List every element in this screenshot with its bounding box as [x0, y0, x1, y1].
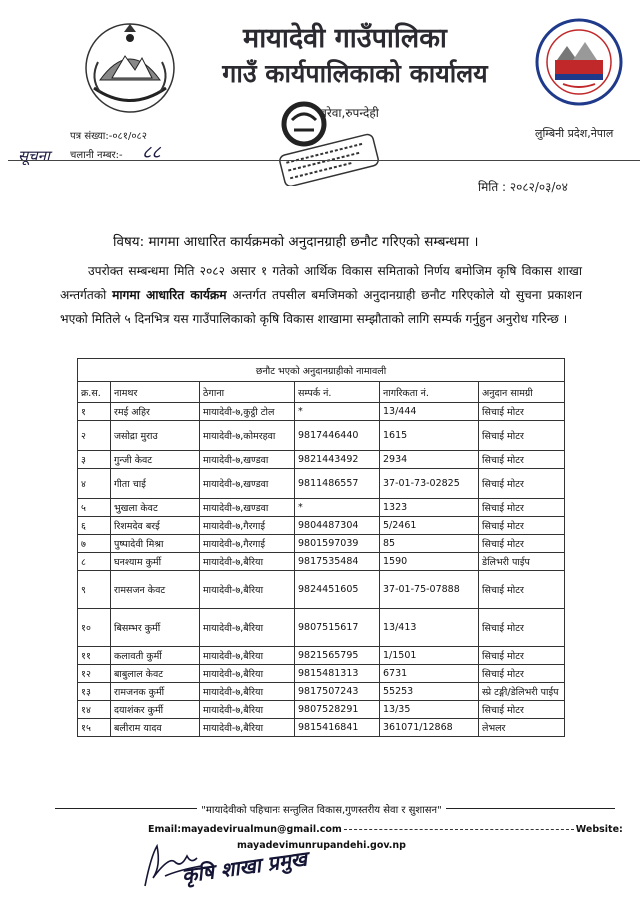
- table-cell-name: गुन्जी केवट: [111, 451, 200, 469]
- table-cell-address: मायादेवी-७,बैरिया: [200, 701, 295, 719]
- table-cell-citizenship: 37-01-73-02825: [380, 469, 479, 499]
- table-row: [78, 571, 565, 609]
- table-cell-address: मायादेवी-७,बैरिया: [200, 719, 295, 737]
- table-cell-item: लेभलर: [479, 719, 565, 737]
- table-cell-phone: 9811486557: [295, 469, 380, 499]
- table-cell-item: सिचाई मोटर: [479, 517, 565, 535]
- column-header-sn: क्र.स.: [78, 382, 111, 403]
- table-cell-sn: ५: [78, 499, 111, 517]
- table-cell-sn: ११: [78, 647, 111, 665]
- table-cell-name: जसोद्रा मुराउ: [111, 421, 200, 451]
- body-text-bold: मागमा आधारित कार्यक्रम: [112, 288, 227, 302]
- table-cell-phone: *: [295, 403, 380, 421]
- table-cell-citizenship: 13/444: [380, 403, 479, 421]
- table-cell-address: मायादेवी-७,बैरिया: [200, 647, 295, 665]
- table-row: [78, 553, 565, 571]
- footer-contact-line: [148, 824, 623, 835]
- table-cell-phone: *: [295, 499, 380, 517]
- table-cell-item: सिचाई मोटर: [479, 469, 565, 499]
- table-cell-phone: 9807515617: [295, 609, 380, 647]
- table-cell-address: मायादेवी-७,बैरिया: [200, 665, 295, 683]
- footer-website-label: Website:: [575, 824, 623, 835]
- table-cell-sn: १५: [78, 719, 111, 737]
- table-cell-name: रमई अहिर: [111, 403, 200, 421]
- table-cell-item: सिचाई मोटर: [479, 403, 565, 421]
- letter-date: मिति : २०८२/०३/०४: [478, 180, 568, 194]
- table-row: [78, 701, 565, 719]
- table-cell-address: मायादेवी-७,खण्डवा: [200, 469, 295, 499]
- office-location: बरेवा,रुपन्देही: [320, 106, 379, 120]
- table-cell-citizenship: 1615: [380, 421, 479, 451]
- table-cell-item: सिचाई मोटर: [479, 451, 565, 469]
- table-cell-name: गीता चाई: [111, 469, 200, 499]
- table-cell-citizenship: 1590: [380, 553, 479, 571]
- office-title-line1: मायादेवी गाउँपालिका: [243, 23, 447, 54]
- table-cell-address: मायादेवी-७,कोमरहवा: [200, 421, 295, 451]
- subject-line: विषय: मागमा आधारित कार्यक्रमको अनुदानग्राही छनौट गरिएको सम्बन्धमा ।: [113, 234, 479, 250]
- table-cell-sn: २: [78, 421, 111, 451]
- table-cell-address: मायादेवी-७,बैरिया: [200, 553, 295, 571]
- table-cell-address: मायादेवी-७,गैरगाई: [200, 535, 295, 553]
- table-cell-name: बाबुलाल केवट: [111, 665, 200, 683]
- table-cell-phone: 9817535484: [295, 553, 380, 571]
- table-cell-item: सिचाई मोटर: [479, 535, 565, 553]
- table-row: [78, 665, 565, 683]
- table-row: [78, 719, 565, 737]
- table-cell-name: रामसजन केवट: [111, 571, 200, 609]
- table-row: [78, 451, 565, 469]
- beneficiary-table: [77, 358, 565, 737]
- table-row: [78, 647, 565, 665]
- table-caption: छनौट भएको अनुदानग्राहीको नामावली: [78, 359, 565, 382]
- table-cell-sn: ४: [78, 469, 111, 499]
- table-cell-item: स्प्रे टङ्गी/डेलिभरी पाईप: [479, 683, 565, 701]
- table-row: [78, 517, 565, 535]
- table-cell-item: सिचाई मोटर: [479, 609, 565, 647]
- column-header-citizenship: नागरिकता नं.: [380, 382, 479, 403]
- table-cell-phone: 9817507243: [295, 683, 380, 701]
- table-cell-name: पुष्पादेवी मिश्रा: [111, 535, 200, 553]
- table-cell-citizenship: 55253: [380, 683, 479, 701]
- body-text-part2: अन्तर्गत तपसील बमजिमको अनुदानग्राही छनौट गरिएकोले यो सुचना प्रकाशन भएको मितिले ५ दिनभित्र यस गाउँपालिकाको कृषि विकास शाखामा सम्झौताको लागि सम्पर्क गर्नुहुन अनुरोध गरिन्छ ।: [60, 288, 582, 326]
- table-cell-item: सिचाई मोटर: [479, 701, 565, 719]
- table-cell-citizenship: 1/1501: [380, 647, 479, 665]
- table-cell-phone: 9804487304: [295, 517, 380, 535]
- table-cell-name: दयाशंकर कुर्मी: [111, 701, 200, 719]
- nepal-emblem-logo: [80, 18, 180, 118]
- table-cell-sn: १०: [78, 609, 111, 647]
- table-cell-item: सिचाई मोटर: [479, 647, 565, 665]
- table-cell-citizenship: 13/413: [380, 609, 479, 647]
- table-cell-phone: 9815416841: [295, 719, 380, 737]
- table-cell-name: रिशमदेव बरई: [111, 517, 200, 535]
- column-header-address: ठेगाना: [200, 382, 295, 403]
- table-cell-phone: 9824451605: [295, 571, 380, 609]
- table-cell-item: सिचाई मोटर: [479, 499, 565, 517]
- header-divider: [8, 160, 640, 161]
- table-cell-sn: ८: [78, 553, 111, 571]
- table-cell-phone: 9817446440: [295, 421, 380, 451]
- table-cell-citizenship: 85: [380, 535, 479, 553]
- body-paragraph: [60, 259, 582, 331]
- table-cell-phone: 9821443492: [295, 451, 380, 469]
- table-cell-address: मायादेवी-७,बैरिया: [200, 683, 295, 701]
- office-title-line2: गाउँ कार्यपालिकाको कार्यालय: [222, 59, 488, 88]
- column-header-phone: सम्पर्क नं.: [295, 382, 380, 403]
- footer-email: Email:mayadevirualmun@gmail.com: [148, 824, 342, 835]
- table-cell-sn: १२: [78, 665, 111, 683]
- table-cell-address: मायादेवी-७,कुट्ठी टोल: [200, 403, 295, 421]
- table-cell-address: मायादेवी-७,खण्डवा: [200, 451, 295, 469]
- table-cell-name: भुखला केवट: [111, 499, 200, 517]
- column-header-item: अनुदान सामग्री: [479, 382, 565, 403]
- table-cell-sn: ६: [78, 517, 111, 535]
- table-cell-citizenship: 5/2461: [380, 517, 479, 535]
- table-row: [78, 535, 565, 553]
- table-cell-name: बलीराम यादव: [111, 719, 200, 737]
- table-cell-item: डेलिभरी पाईप: [479, 553, 565, 571]
- table-cell-address: मायादेवी-७,खण्डवा: [200, 499, 295, 517]
- table-cell-phone: 9815481313: [295, 665, 380, 683]
- table-cell-name: रामजनक कुर्मी: [111, 683, 200, 701]
- signatory-designation: कृषि शाखा प्रमुख: [180, 846, 309, 888]
- table-cell-name: कलावती कुर्मी: [111, 647, 200, 665]
- table-cell-phone: 9821565795: [295, 647, 380, 665]
- side-note-handwritten: सूचना: [18, 147, 50, 165]
- table-cell-citizenship: 6731: [380, 665, 479, 683]
- table-row: [78, 609, 565, 647]
- table-cell-name: घनश्याम कुर्मी: [111, 553, 200, 571]
- table-cell-sn: ९: [78, 571, 111, 609]
- table-cell-sn: १: [78, 403, 111, 421]
- table-cell-item: सिचाई मोटर: [479, 421, 565, 451]
- table-cell-item: सिचाई मोटर: [479, 665, 565, 683]
- table-cell-citizenship: 1323: [380, 499, 479, 517]
- footer-motto-wrap: [0, 802, 643, 816]
- table-row: [78, 683, 565, 701]
- table-cell-citizenship: 13/35: [380, 701, 479, 719]
- footer-motto: "मायादेवीको पहिचानः सन्तुलित विकास,गुणस्तरीय सेवा र सुशासन": [197, 805, 445, 816]
- table-cell-sn: १३: [78, 683, 111, 701]
- table-cell-phone: 9801597039: [295, 535, 380, 553]
- table-body: [78, 403, 565, 737]
- table-row: [78, 421, 565, 451]
- table-cell-citizenship: 2934: [380, 451, 479, 469]
- table-cell-address: मायादेवी-७,बैरिया: [200, 571, 295, 609]
- table-cell-sn: ७: [78, 535, 111, 553]
- dispatch-number-handwritten: ८८: [142, 142, 161, 163]
- table-row: [78, 469, 565, 499]
- body-text-part1: उपरोक्त सम्बन्धमा मिति २०८२ असार १ गतेको आर्थिक विकास समिताको निर्णय बमोजिम कृषि विकास शाखा अन्तर्गतको: [60, 264, 582, 302]
- table-cell-phone: 9807528291: [295, 701, 380, 719]
- table-cell-citizenship: 361071/12868: [380, 719, 479, 737]
- table-cell-sn: ३: [78, 451, 111, 469]
- dispatch-number-label: चलानी नम्बर:-: [70, 150, 123, 161]
- table-cell-address: मायादेवी-७,बैरिया: [200, 609, 295, 647]
- letter-number: पत्र संख्या:-०८१/०८२: [70, 131, 147, 142]
- column-header-name: नामथर: [111, 382, 200, 403]
- table-cell-item: सिचाई मोटर: [479, 571, 565, 609]
- table-cell-address: मायादेवी-७,गैरगाई: [200, 517, 295, 535]
- table-cell-sn: १४: [78, 701, 111, 719]
- table-cell-citizenship: 37-01-75-07888: [380, 571, 479, 609]
- table-row: [78, 499, 565, 517]
- table-row: [78, 403, 565, 421]
- footer-website: mayadevimunrupandehi.gov.np: [237, 840, 406, 851]
- province-label: लुम्बिनी प्रदेश,नेपाल: [535, 127, 614, 140]
- municipality-logo: [533, 16, 625, 108]
- table-cell-name: बिसम्भर कुर्मी: [111, 609, 200, 647]
